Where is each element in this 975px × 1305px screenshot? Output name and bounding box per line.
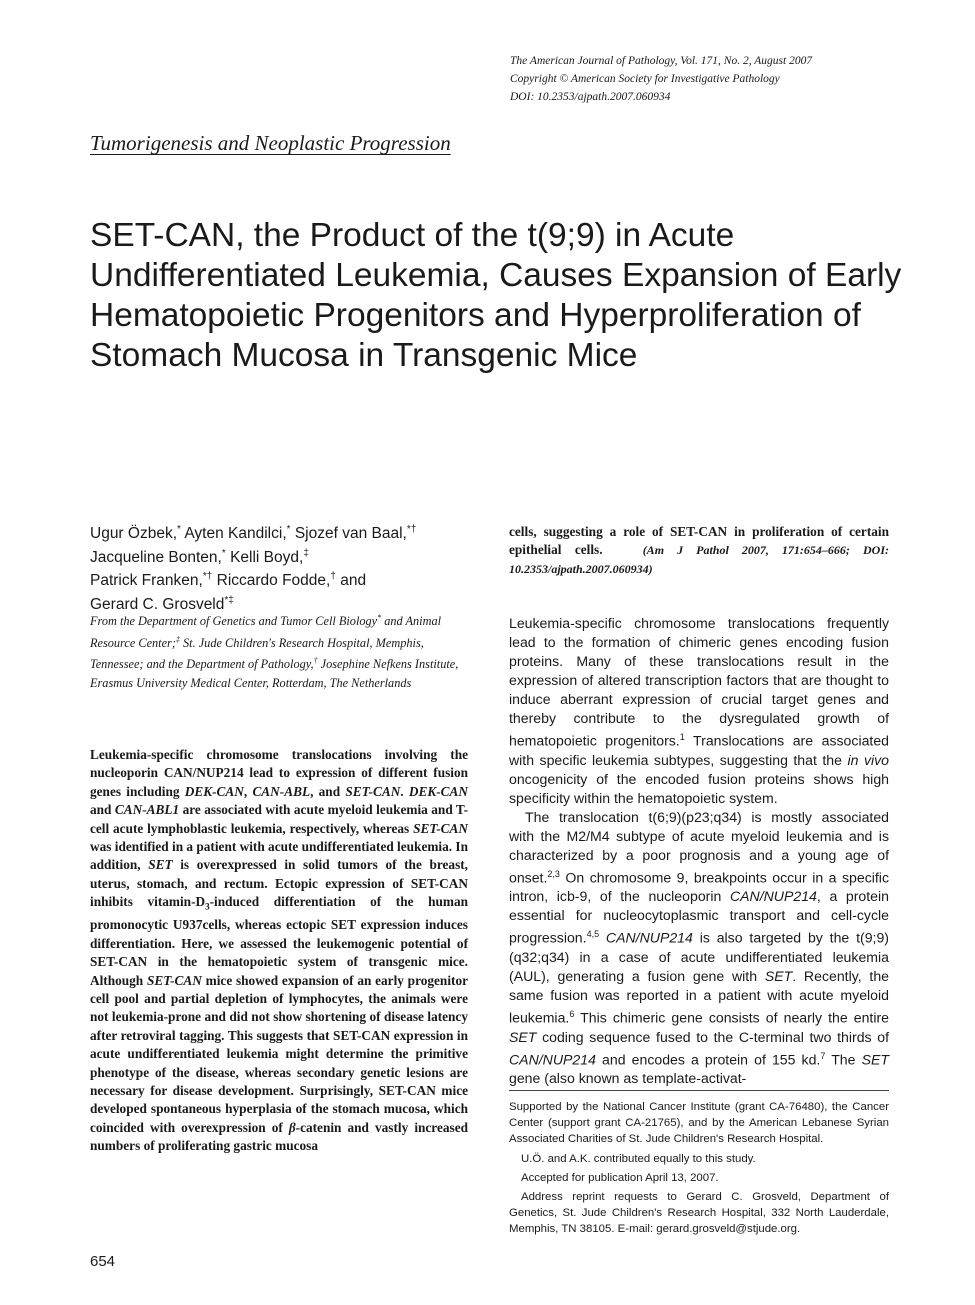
gene-name: CAN/NUP214 xyxy=(599,930,693,947)
gene-name: SET-CAN xyxy=(413,820,468,836)
author-name: Gerard C. Grosveld xyxy=(90,596,225,614)
abstract-text: mice showed expansion of an early progenitor cell pool and partial depletion of lymphocytes, the animals were not leukemia-prone and did not show shortening of disease latency after retroviral tagging. This suggests that SET-CAN expression in acute undifferentiated leukemia might determine the primitive phenotype of the disease, whereas secondary genetic lesions are necessary for disease development. Surprisingly, SET-CAN mice developed spontaneous hyperplasia of the stomach mucosa, which coincided with overexpression of xyxy=(90,972,469,1135)
gene-name: SET xyxy=(764,968,793,985)
gene-name: CAN/NUP214 xyxy=(729,888,817,905)
author-name: Patrick Franken, xyxy=(90,572,203,590)
abstract-citation: (Am J Pathol 2007, 171:654–666; DOI: 10.2353/ajpath.2007.060934) xyxy=(509,543,889,576)
abstract-text: cells, suggesting a role of SET-CAN in proliferation of certain epithelial cells. xyxy=(509,524,889,558)
affiliation-text: St. Jude Children's Research Hospital, Memphis, Tennessee; and the Department of Pathology, xyxy=(90,635,424,672)
body-span: gene (also known as template-activat- xyxy=(509,1070,747,1087)
affiliation-mark: ‡ xyxy=(175,634,180,644)
abstract-text: was identified in a patient with acute undifferentiated leukemia. In addition, xyxy=(90,839,468,873)
reference-mark: 7 xyxy=(820,1050,826,1061)
author-name: Riccardo Fodde, xyxy=(212,572,331,590)
affiliation-text: Josephine Nefkens Institute, Erasmus University Medical Center, Rotterdam, The Netherlands xyxy=(90,657,459,691)
gene-name: CAN/NUP214 xyxy=(509,1051,596,1068)
body-span: , a protein essential for nucleocytoplasmic transport and cell-cycle progression. xyxy=(509,888,889,947)
body-span: is also targeted by the t(9;9)(q32;q34) in a case of acute undifferentiated leukemia (AUL), generating a fusion gene with xyxy=(509,930,889,985)
author-mark: * xyxy=(177,524,181,535)
affiliation-text: From the Department of Genetics and Tumor Cell Biology xyxy=(90,614,378,629)
body-span: oncogenicity of the encoded fusion proteins shows high specificity within the hematopoietic system. xyxy=(509,770,889,806)
reference-mark: 2,3 xyxy=(547,868,560,879)
author-mark: ‡ xyxy=(303,547,309,559)
footnote-accepted: Accepted for publication April 13, 2007. xyxy=(521,1171,719,1184)
abstract-text: -catenin and vastly increased numbers of proliferating gastric mucosa xyxy=(90,1119,468,1154)
abstract-text: . xyxy=(400,783,409,799)
author-mark: † xyxy=(330,571,336,583)
abstract-continuation xyxy=(509,523,889,578)
journal-citation: The American Journal of Pathology, Vol. 171, No. 2, August 2007 xyxy=(510,55,813,67)
gene-name: SET-CAN xyxy=(345,783,401,799)
body-span: The xyxy=(825,1051,862,1068)
journal-copyright: Copyright © American Society for Investigative Pathology xyxy=(510,73,780,85)
body-span: coding sequence fused to the C-terminal two thirds of xyxy=(536,1028,889,1045)
body-span: Leukemia-specific chromosome translocations frequently lead to the formation of chimeric genes encoding fusion proteins. Many of these translocations result in the expression of altered transcription factors that are thought to induce aberrant expression of crucial target genes and thereby contribute to the dysregulated growth of hematopoietic progenitors. xyxy=(509,615,889,749)
page-number: 654 xyxy=(90,1253,116,1270)
article-title: SET-CAN, the Product of the t(9;9) in Acute Undifferentiated Leukemia, Causes Expansion of Early Hematopoietic Progenitors and Hyperproliferation of Stomach Mucosa in Transgenic Mice xyxy=(90,217,902,374)
reference-mark: 6 xyxy=(569,1009,575,1020)
reference-mark: 1 xyxy=(679,732,685,742)
subscript: 3 xyxy=(205,901,210,912)
abstract xyxy=(90,746,468,1156)
gene-name: CAN-ABL1 xyxy=(114,802,180,818)
author-mark: *‡ xyxy=(224,594,234,606)
footnote-funding: Supported by the National Cancer Institute (grant CA-76480), the Cancer Center (support grant CA-21765), and by the American Lebanese Syrian Associated Charities of St. Jude Children's Research Hospital. xyxy=(509,1101,889,1146)
paragraph xyxy=(509,808,889,1089)
author-mark: * xyxy=(221,547,226,559)
gene-name: SET xyxy=(509,1028,537,1045)
footnote-divider xyxy=(509,1090,889,1091)
abstract-text: , xyxy=(243,783,253,799)
gene-name: CAN-ABL xyxy=(252,783,311,799)
gene-name: SET-CAN xyxy=(146,972,202,988)
paragraph xyxy=(509,614,889,808)
reference-mark: 4,5 xyxy=(586,929,600,940)
abstract-text: are associated with acute myeloid leukemia and T-cell acute lymphoblastic leukemia, respectively, whereas xyxy=(90,802,469,836)
gene-name: SET xyxy=(148,857,173,873)
footnote-contribution: U.Ö. and A.K. contributed equally to this study. xyxy=(521,1152,756,1165)
abstract-text: -induced differentiation of the human promonocytic U937cells, whereas ectopic SET expression induces differentiation. Here, we assessed the leukemogenic potential of SET-CAN in the hematopoietic system of transgenic mice. Although xyxy=(90,894,469,988)
body-span: This chimeric gene consists of nearly the entire xyxy=(574,1009,889,1026)
author-list xyxy=(90,520,470,615)
abstract-text: , and xyxy=(310,783,346,799)
affiliation-text: and Animal Resource Center; xyxy=(90,614,442,650)
abstract-text: and xyxy=(90,802,115,818)
author-name: Jacqueline Bonten, xyxy=(90,548,222,566)
footnotes xyxy=(509,1099,889,1241)
journal-doi: DOI: 10.2353/ajpath.2007.060934 xyxy=(510,91,671,103)
author-name: Ugur Özbek, xyxy=(90,525,178,543)
italic-term: in vivo xyxy=(847,751,890,768)
body-text xyxy=(509,614,889,1088)
body-span: Translocations are associated with specific leukemia subtypes, suggesting that the xyxy=(509,732,890,768)
journal-header xyxy=(510,52,930,106)
author-mark: * xyxy=(286,524,291,535)
author-mark: *† xyxy=(406,524,417,535)
gene-name: SET xyxy=(861,1051,889,1068)
author-name: Ayten Kandilci, xyxy=(180,525,287,543)
affiliation-mark: * xyxy=(377,613,382,622)
gene-name: DEK-CAN xyxy=(184,783,244,799)
footnote-address: Address reprint requests to Gerard C. Grosveld, Department of Genetics, St. Jude Children's Research Hospital, 332 North Lauderdale, Memphis, TN 38105. E-mail: gerard.grosveld@stjude.org. xyxy=(509,1191,889,1236)
affiliations xyxy=(90,609,468,693)
section-heading: Tumorigenesis and Neoplastic Progression xyxy=(90,131,451,155)
author-conjunction: and xyxy=(335,572,367,590)
abstract-text: is overexpressed in solid tumors of the breast, uterus, stomach, and rectum. Ectopic expression of SET-CAN inhibits vitamin-D xyxy=(90,857,468,910)
author-name: Kelli Boyd, xyxy=(225,548,304,566)
abstract-text: Leukemia-specific chromosome translocations involving the nucleoporin CAN/NUP214 lead to expression of different fusion genes including xyxy=(90,747,468,799)
author-name: Sjozef van Baal, xyxy=(290,525,407,543)
affiliation-mark: † xyxy=(313,656,318,666)
author-mark: *† xyxy=(202,571,213,583)
greek-symbol: β xyxy=(288,1119,296,1135)
body-span: The translocation t(6;9)(p23;q34) is mostly associated with the M2/M4 subtype of acute myeloid leukemia and is characterized by a poor prognosis and a young age of onset. xyxy=(509,808,889,886)
gene-name: DEK-CAN xyxy=(408,783,468,799)
body-span: . Recently, the same fusion was reported in a patient with acute myeloid leukemia. xyxy=(509,968,890,1026)
body-span: and encodes a protein of 155 kd. xyxy=(595,1051,821,1068)
body-span: On chromosome 9, breakpoints occur in a specific intron, icb-9, of the nucleoporin xyxy=(509,869,889,905)
